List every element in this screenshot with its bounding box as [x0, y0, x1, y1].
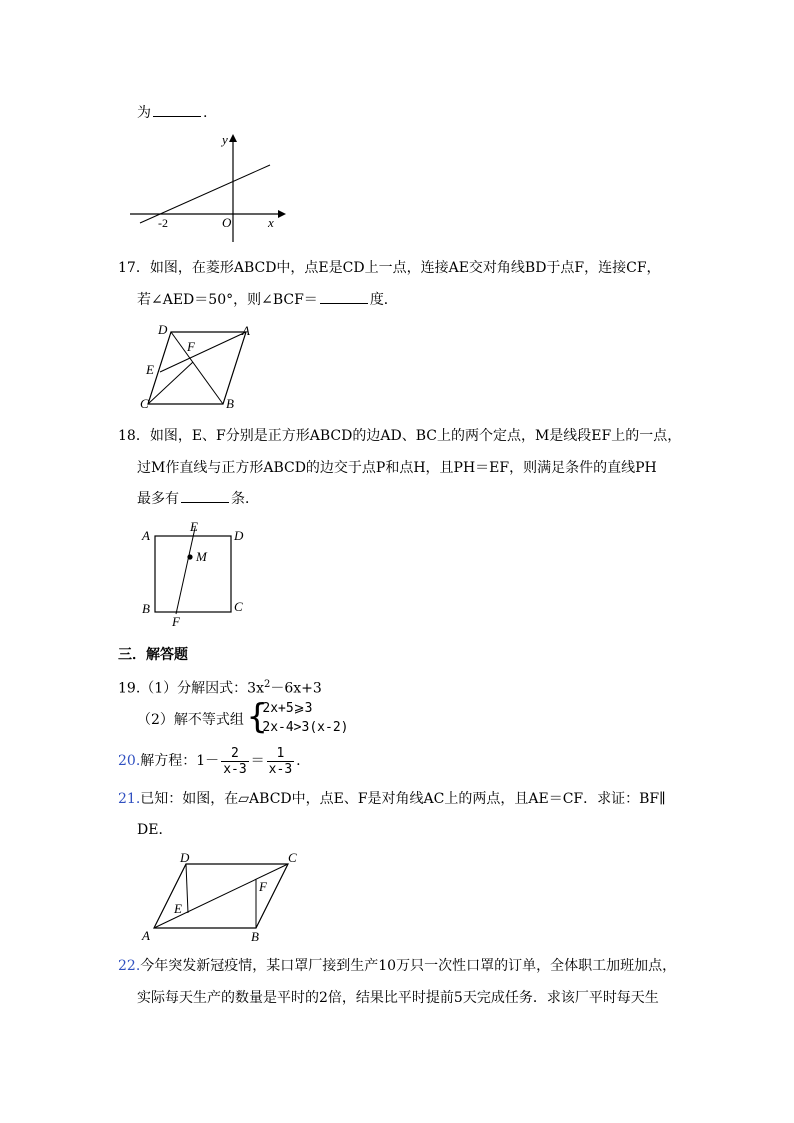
svg-text:D: D	[158, 322, 168, 337]
svg-text:F: F	[259, 879, 267, 894]
answer-blank[interactable]	[320, 291, 368, 304]
q22-line2: 实际每天生产的数量是平时的2倍，结果比平时提前5天完成任务．求该厂平时每天生	[137, 990, 659, 1006]
svg-text:E: E	[146, 362, 154, 377]
svg-text:A: A	[142, 528, 150, 543]
q20: 20.解方程：1－ $\frac{2}{x-3}$ ＝ $\frac{1}{x-3}$ .	[118, 745, 301, 777]
rhombus-figure	[138, 322, 268, 412]
tick-neg2: -2	[158, 216, 168, 230]
svg-text:B: B	[142, 601, 150, 616]
section-heading: 三．解答题	[118, 647, 188, 663]
y-axis-label: y	[222, 132, 228, 147]
fraction: $\frac{2}{x-3}$	[223, 745, 247, 777]
origin-label: O	[222, 215, 232, 230]
x-axis-label: x	[268, 215, 274, 230]
svg-text:D: D	[180, 850, 190, 865]
q19-part1: 19.（1）分解因式：$3x^2-6x+3$	[118, 679, 322, 697]
answer-blank[interactable]	[153, 104, 201, 117]
svg-text:E: E	[190, 519, 198, 534]
q22-line1: 22.今年突发新冠疫情，某口罩厂接到生产10万只一次性口罩的订单，全体职工加班加点，	[118, 958, 677, 974]
svg-text:M: M	[196, 549, 207, 564]
svg-text:D: D	[234, 528, 244, 543]
inequality-system: { 2x+5⩾3 2x-4>3(x-2)	[246, 697, 349, 737]
q17-line1: 17．如图，在菱形ABCD中，点E是CD上一点，连接AE交对角线BD于点F，连接CF，	[118, 260, 661, 276]
q17-line2: 若∠AED＝50°，则∠BCF＝ 度．	[137, 292, 398, 308]
parallelogram-figure	[138, 848, 308, 948]
q18-line2: 过M作直线与正方形ABCD的边交于点P和点H，且PH＝EF，则满足条件的直线PH	[137, 460, 657, 476]
svg-text:B: B	[226, 396, 234, 411]
q16-tail: 为 .	[137, 105, 208, 121]
svg-text:F: F	[172, 614, 180, 629]
square-figure	[138, 518, 258, 630]
svg-text:B: B	[251, 929, 259, 944]
svg-text:C: C	[288, 850, 297, 865]
linear-function-graph	[130, 130, 290, 245]
q19-part2: （2）解不等式组 { 2x+5⩾3 2x-4>3(x-2)	[137, 697, 349, 737]
q21-line1: 21.已知：如图，在▱ABCD中，点E、F是对角线AC上的两点，且AE＝CF．求证：BF∥	[118, 791, 666, 807]
svg-text:A: A	[242, 323, 250, 338]
svg-text:E: E	[174, 901, 182, 916]
svg-text:C: C	[140, 396, 149, 411]
fraction: $\frac{1}{x-3}$	[268, 745, 293, 777]
q18-line1: 18．如图，E、F分别是正方形ABCD的边AD、BC上的两个定点，M是线段EF上的一点，	[118, 428, 682, 444]
svg-text:A: A	[142, 928, 150, 943]
brace-icon: {	[246, 697, 269, 737]
q18-line3: 最多有 条．	[137, 491, 259, 507]
svg-text:F: F	[187, 339, 195, 354]
svg-text:C: C	[234, 599, 243, 614]
q21-line2: DE．	[137, 822, 173, 838]
answer-blank[interactable]	[181, 490, 229, 503]
